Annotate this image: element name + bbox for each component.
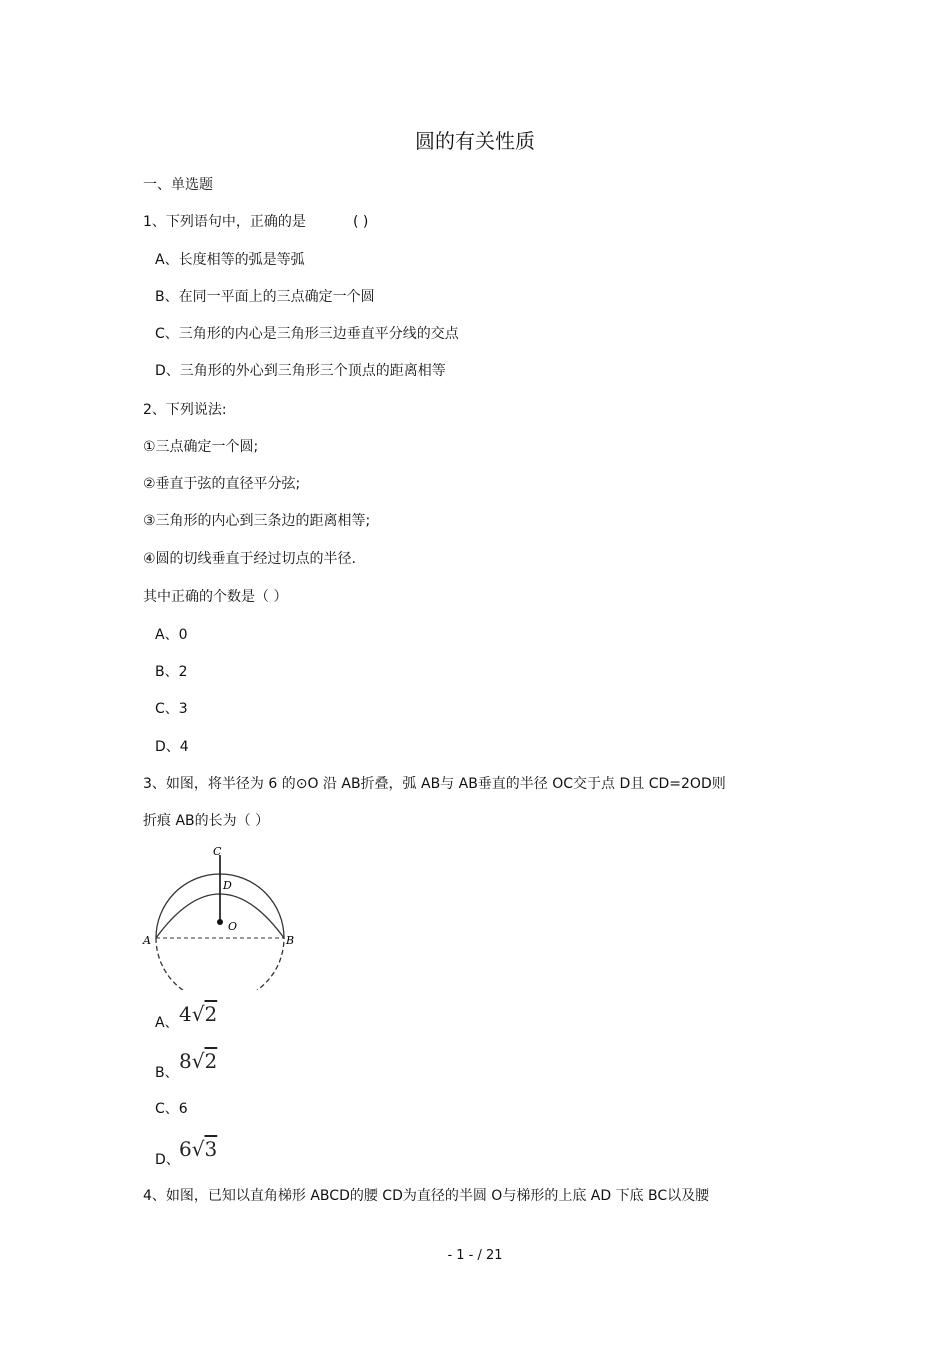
q2-option-d: D、4 — [155, 739, 189, 755]
q2-item-3: ③三角形的内心到三条边的距离相等; — [143, 513, 371, 529]
section-heading: 一、单选题 — [143, 177, 213, 193]
q1-option-c: C、三角形的内心是三角形三边垂直平分线的交点 — [155, 326, 459, 342]
q3-option-a-letter: A、 — [155, 1015, 179, 1031]
q3-option-c: C、6 — [155, 1101, 188, 1117]
q3-stem-line1: 3、如图，将半径为 6 的⊙O 沿 AB折叠，弧 AB与 AB垂直的半径 OC交于点 D且 CD=2OD则 — [143, 776, 726, 792]
q3-option-a-value: 4√2 — [179, 1002, 218, 1026]
q3-figure — [138, 838, 308, 990]
q2-item-2: ②垂直于弦的直径平分弦; — [143, 476, 301, 492]
q1-option-a: A、长度相等的弧是等弧 — [155, 252, 305, 268]
q2-item-4: ④圆的切线垂直于经过切点的半径. — [143, 551, 357, 567]
label-a: A — [143, 934, 151, 947]
q1-option-b: B、在同一平面上的三点确定一个圆 — [155, 289, 375, 305]
q3-option-b-letter: B、 — [155, 1065, 179, 1081]
q1-stem: 1、下列语句中，正确的是 — [143, 214, 306, 230]
label-d: D — [223, 879, 232, 892]
page-number: - 1 - / 21 — [447, 1248, 503, 1263]
label-c: C — [213, 845, 222, 858]
q2-stem: 2、下列说法: — [143, 402, 227, 418]
label-b: B — [286, 934, 295, 947]
q1-paren: ( ) — [353, 214, 369, 230]
label-o: O — [228, 920, 238, 933]
q2-question: 其中正确的个数是（ ） — [143, 589, 288, 605]
q2-option-b: B、2 — [155, 664, 188, 680]
page-title: 圆的有关性质 — [415, 129, 535, 153]
q2-option-a: A、0 — [155, 627, 188, 643]
q3-stem-line2: 折痕 AB的长为（ ） — [143, 813, 270, 829]
q2-option-c: C、3 — [155, 701, 188, 717]
q3-option-d-value: 6√3 — [179, 1137, 218, 1161]
q3-option-d-letter: D、 — [155, 1152, 180, 1168]
center-point — [217, 919, 223, 925]
circle-lower-arc — [156, 938, 284, 990]
q1-option-d: D、三角形的外心到三角形三个顶点的距离相等 — [155, 363, 446, 379]
q3-option-b-value: 8√2 — [179, 1049, 218, 1073]
q2-item-1: ①三点确定一个圆; — [143, 439, 259, 455]
q4-stem-line1: 4、如图，已知以直角梯形 ABCD的腰 CD为直径的半圆 O与梯形的上底 AD 下底 BC以及腰 — [143, 1188, 710, 1204]
